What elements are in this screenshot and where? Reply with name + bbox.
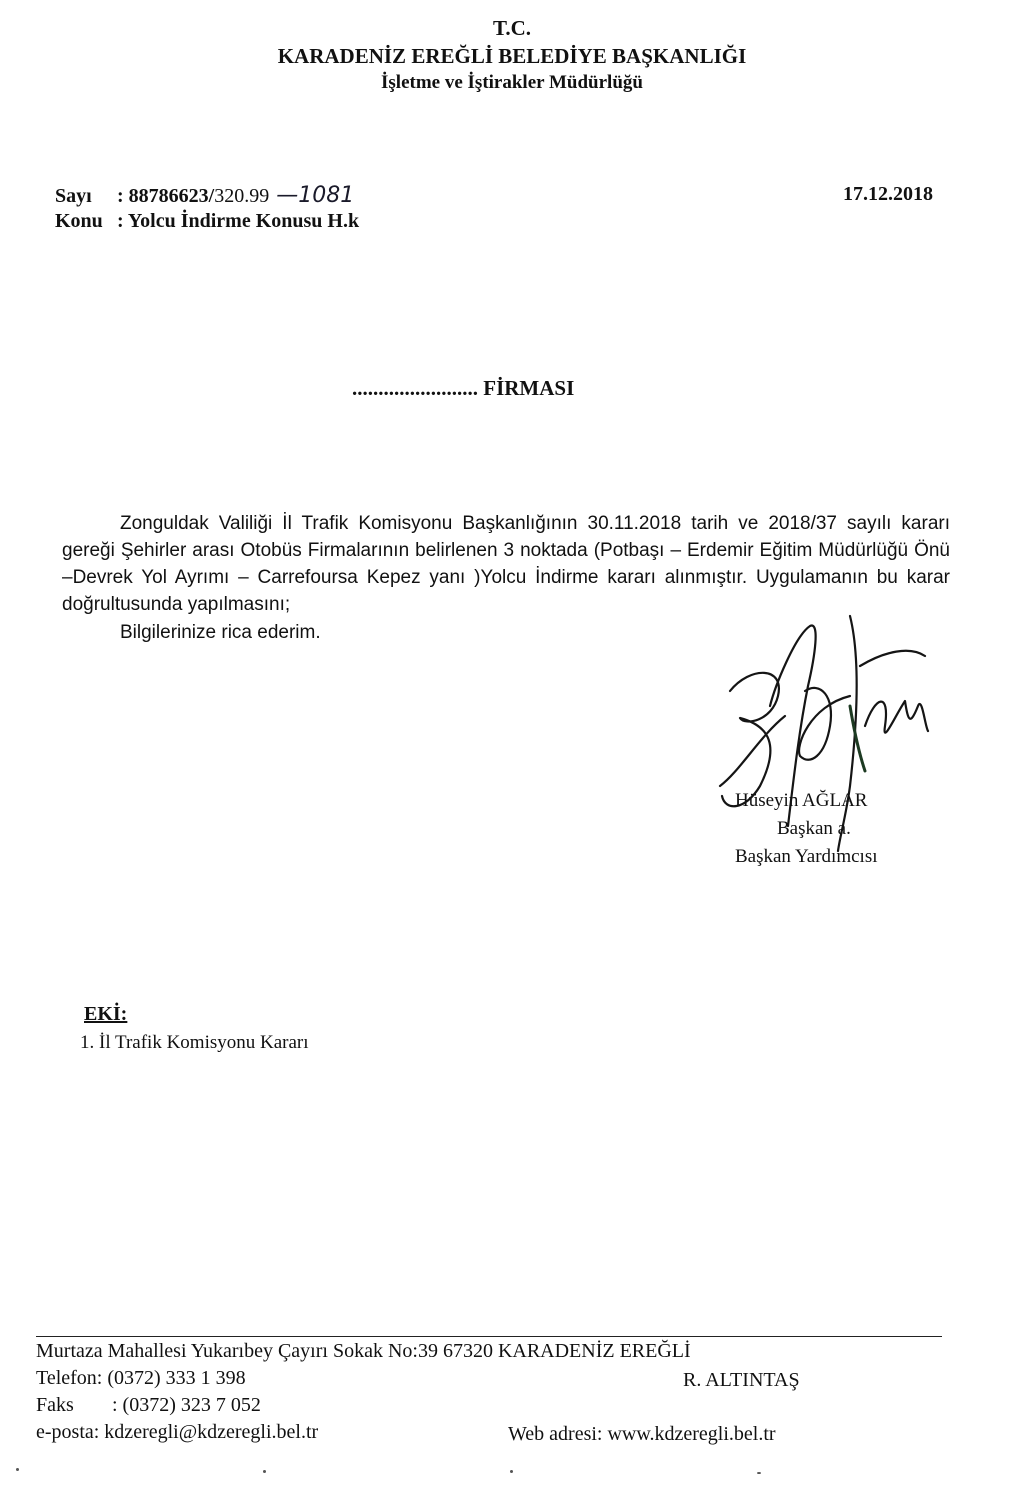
- konu-value: : Yolcu İndirme Konusu H.k: [117, 210, 360, 232]
- body-paragraph: Zonguldak Valiliği İl Trafik Komisyonu Başkanlığının 30.11.2018 tarih ve 2018/37 sayılı kararı gereği Şehirler arası Otobüs Firmalarının belirlenen 3 noktada (Potbaşı – Erdemir Eğitim Müdürlüğü Önü –Devrek Yol Ayrımı – Carrefoursa Kepez yanı )Yolcu İndirme kararı alınmıştır. Uygulamanın bu karar doğrultusunda yapılmasını;: [62, 513, 950, 615]
- signatory-role-1: Başkan a.: [777, 818, 851, 839]
- sayi-label: Sayı: [55, 185, 92, 207]
- fax-value: : (0372) 323 7 052: [112, 1394, 261, 1416]
- scan-speck: [263, 1470, 266, 1473]
- footer-address: Murtaza Mahallesi Yukarıbey Çayırı Sokak No:39 67320 KARADENİZ EREĞLİ: [36, 1340, 691, 1362]
- attachments-heading: EKİ:: [84, 1003, 128, 1025]
- scan-speck: [16, 1468, 19, 1471]
- signatory-name: Hüseyin AĞLAR: [735, 790, 868, 811]
- sayi-handwritten: —1081: [276, 183, 355, 208]
- institution-title: KARADENİZ EREĞLİ BELEDİYE BAŞKANLIĞI: [277, 44, 747, 68]
- signatory-role-2: Başkan Yardımcısı: [735, 846, 878, 867]
- header-tc: T.C.: [492, 16, 532, 40]
- footer-preparer: R. ALTINTAŞ: [683, 1369, 800, 1391]
- recipient-line: ........................ FİRMASI: [352, 376, 575, 400]
- sayi-code: 320.99: [214, 185, 270, 207]
- scan-speck: [757, 1472, 761, 1474]
- closing-line: Bilgilerinize rica ederim.: [120, 622, 321, 643]
- attachment-item: 1. İl Trafik Komisyonu Kararı: [80, 1032, 309, 1053]
- sayi-value: : 88786623/: [117, 185, 215, 207]
- document-date: 17.12.2018: [843, 183, 933, 205]
- konu-label: Konu: [55, 210, 103, 232]
- fax-label: Faks: [36, 1394, 74, 1416]
- department-title: İşletme ve İştirakler Müdürlüğü: [381, 72, 643, 93]
- footer-fax: [36, 1394, 261, 1417]
- footer-web: Web adresi: www.kdzeregli.bel.tr: [508, 1423, 776, 1445]
- konu-row: [55, 210, 359, 233]
- footer-email: e-posta: kdzeregli@kdzeregli.bel.tr: [36, 1421, 319, 1443]
- footer-divider: [36, 1336, 942, 1337]
- sayi-row: [55, 183, 354, 208]
- scan-speck: [510, 1470, 513, 1473]
- footer-phone: Telefon: (0372) 333 1 398: [36, 1367, 246, 1389]
